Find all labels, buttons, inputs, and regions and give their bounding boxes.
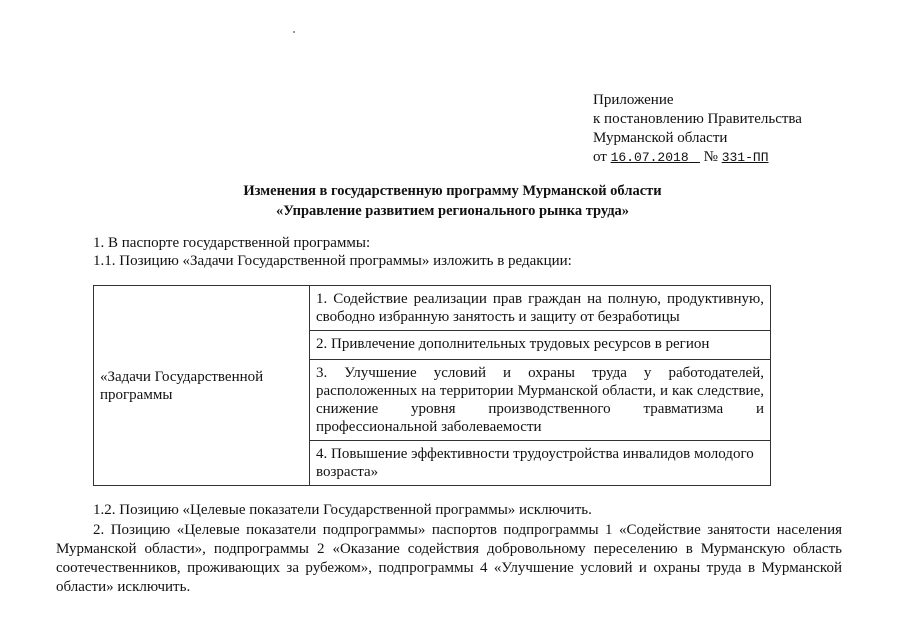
tasks-label: «Задачи Государственной программы <box>100 368 264 403</box>
resolution-number: 331-ПП <box>721 150 769 165</box>
appendix-date-line <box>593 148 802 167</box>
from-label: от <box>593 149 607 165</box>
resolution-date: 16.07.2018 <box>610 150 689 165</box>
appendix-line-1: Приложение <box>593 92 674 108</box>
section-1-2: 1.2. Позицию «Целевые показатели Государственной программы» исключить. <box>93 502 592 518</box>
task-row-2: 2. Привлечение дополнительных трудовых ресурсов в регион <box>310 331 771 360</box>
section-1-1: 1.1. Позицию «Задачи Государственной программы» изложить в редакции: <box>93 253 572 269</box>
number-label: № <box>703 149 718 165</box>
section-2-text: 2. Позицию «Целевые показатели подпрограммы» паспортов подпрограммы 1 «Содействие занятости населения Мурманской области», подпрограммы 2 «Оказание содействия добровольному переселению в Мурманскую область соотечественников, проживающих за рубежом», подпрограммы 4 «Улучшение условий и охраны труда в Мурманской области» исключить. <box>56 522 842 595</box>
appendix-header <box>593 91 802 167</box>
scan-speck <box>293 31 295 33</box>
task-row-1: 1. Содействие реализации прав граждан на полную, продуктивную, свободно избранную занятость и защиту от безработицы <box>310 286 771 331</box>
appendix-line-2: к постановлению Правительства <box>593 111 802 127</box>
tasks-label-cell <box>94 286 310 486</box>
section-1: 1. В паспорте государственной программы: <box>93 235 371 251</box>
section-2 <box>56 521 842 597</box>
tasks-table <box>93 285 771 486</box>
document-title <box>0 181 905 221</box>
task-row-4: 4. Повышение эффективности трудоустройства инвалидов молодого возраста» <box>310 441 771 486</box>
title-line-1: Изменения в государственную программу Мурманской области <box>243 183 662 199</box>
appendix-line-3: Мурманской области <box>593 130 728 146</box>
task-row-3: 3. Улучшение условий и охраны труда у работодателей, расположенных на территории Мурманской области, и как следствие, снижение уровня производственного травматизма и профессиональной заболеваемости <box>310 360 771 441</box>
title-line-2: «Управление развитием регионального рынка труда» <box>275 203 630 219</box>
